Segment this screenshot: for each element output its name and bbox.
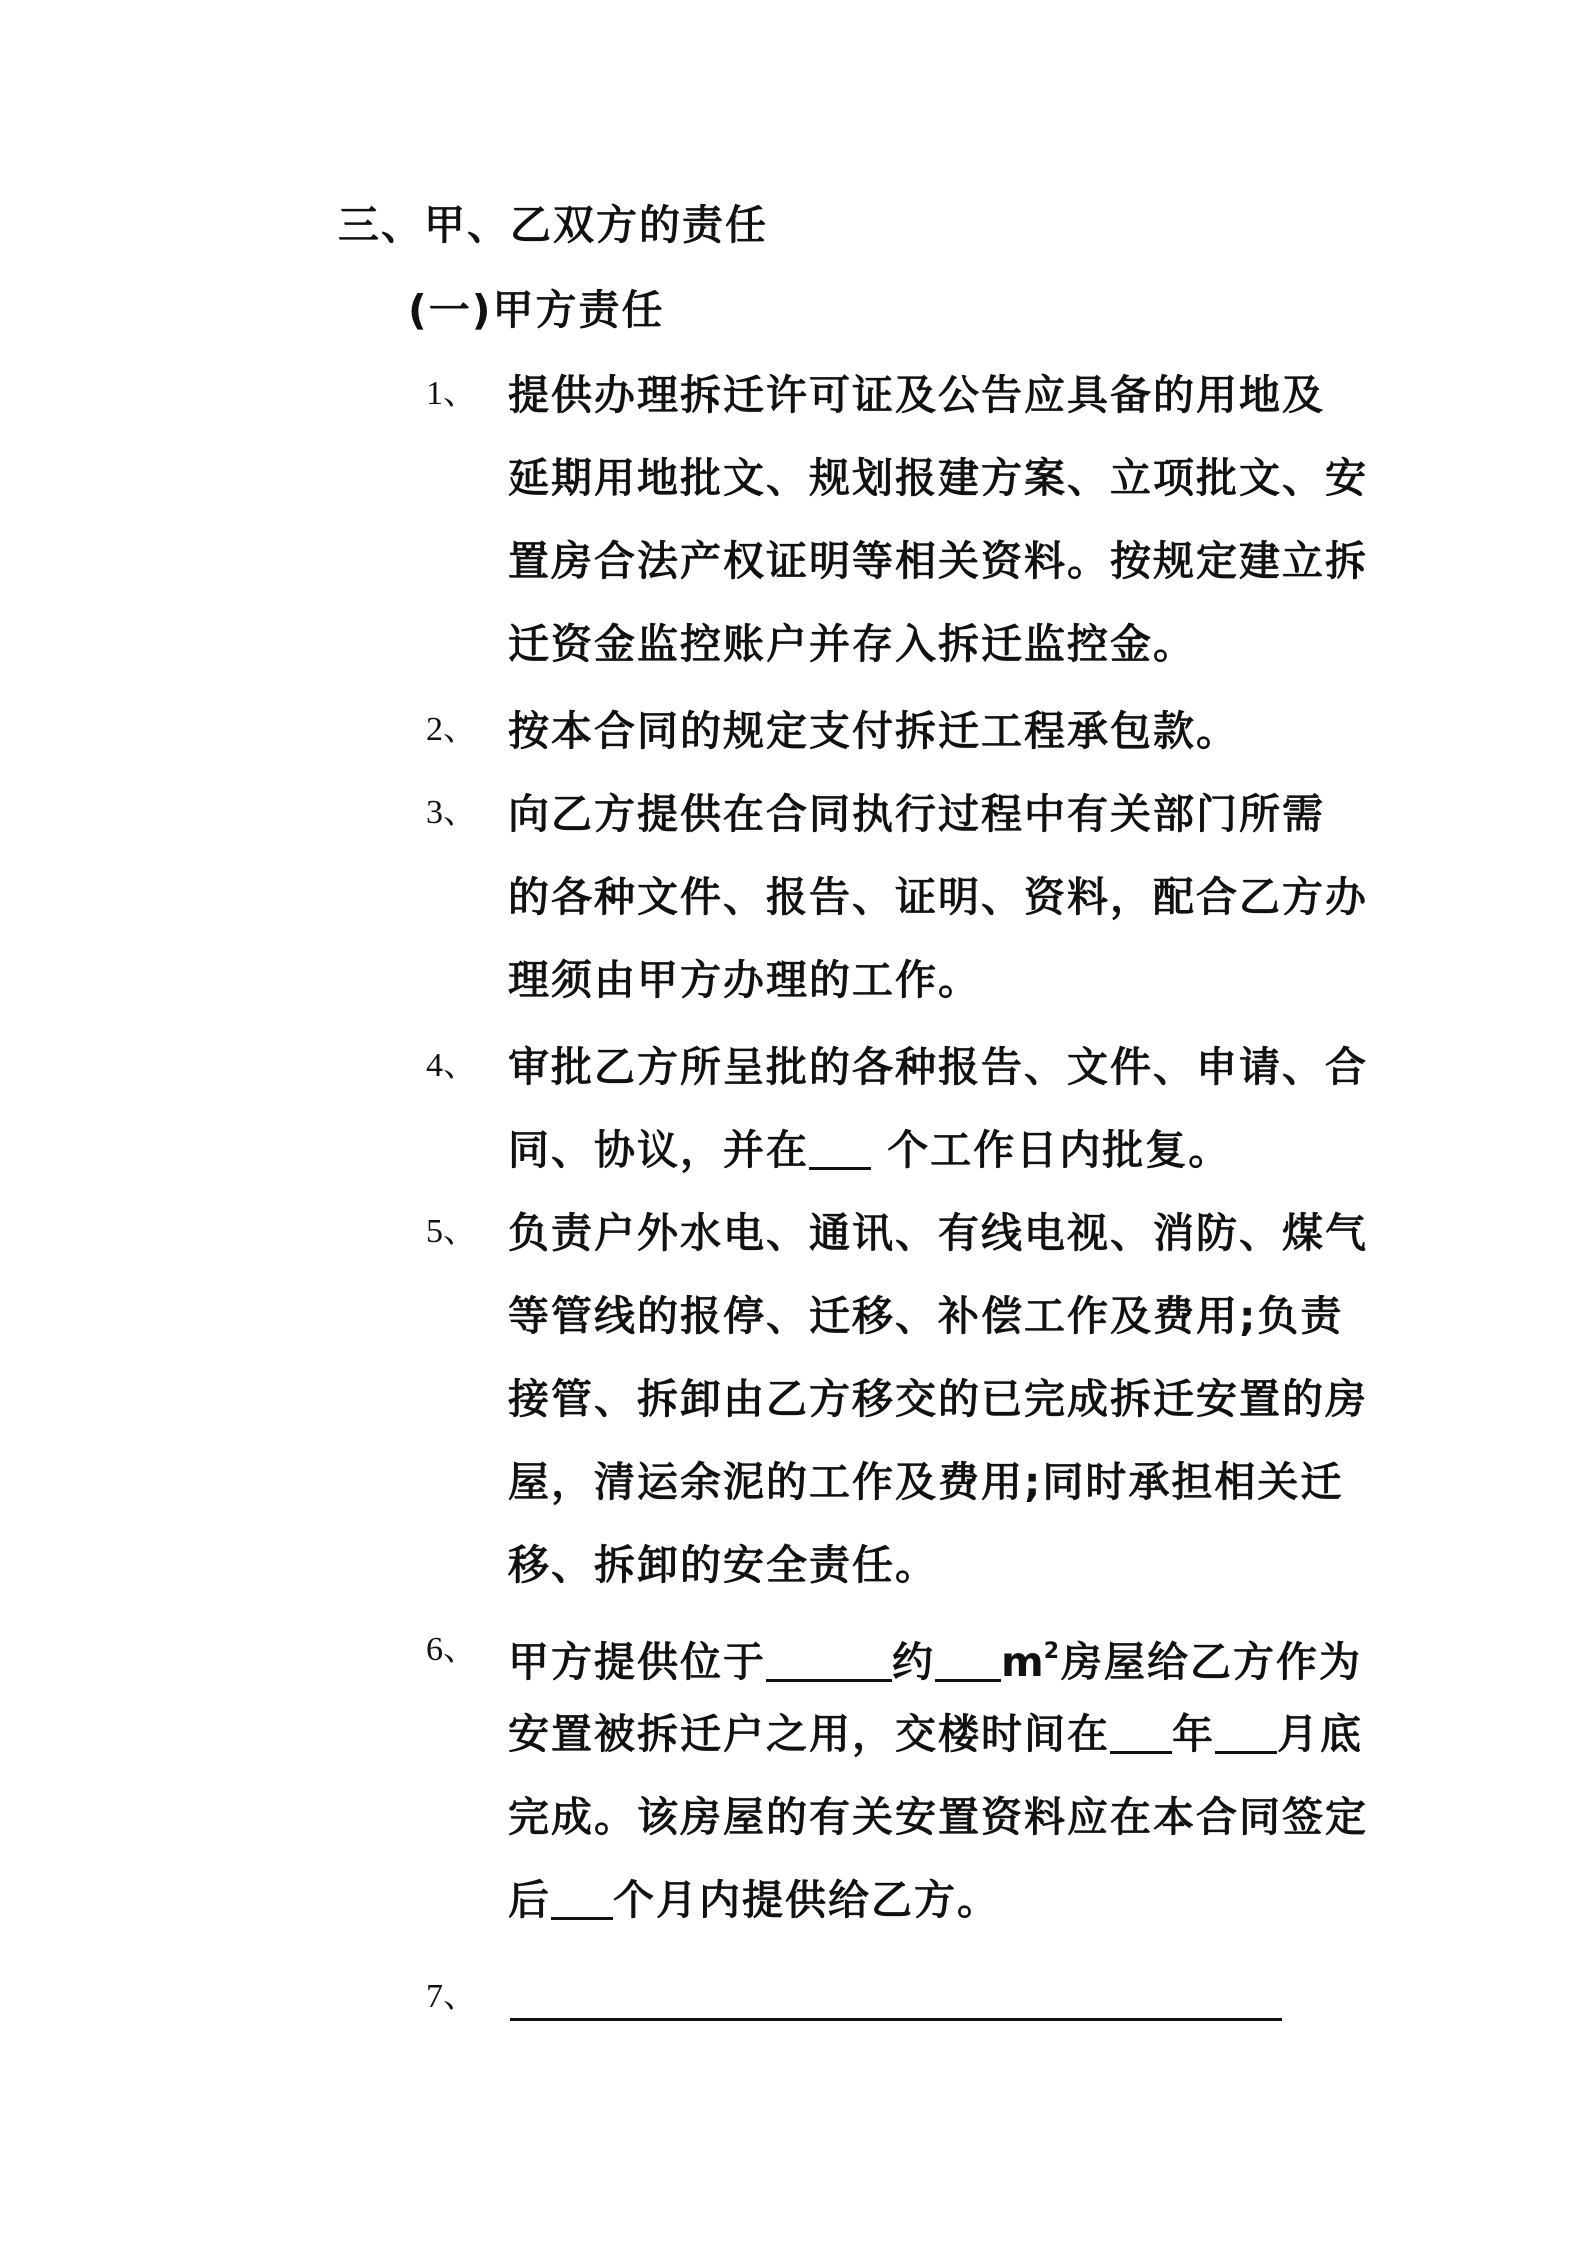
text-line	[508, 1610, 1363, 1693]
text-line: 的各种文件、报告、证明、资料，配合乙方办	[508, 873, 1368, 921]
text-fragment: 年	[1172, 1710, 1215, 1758]
item-number-6: 6、	[426, 1631, 477, 1668]
text-line: 完成。该房屋的有关安置资料应在本合同签定	[508, 1793, 1368, 1841]
text-line	[508, 1693, 1363, 1776]
section-title: 三、甲、乙双方的责任	[338, 201, 768, 249]
text-fragment: 个月内提供给乙方。	[613, 1876, 1000, 1924]
item-number-3: 3、	[426, 794, 477, 831]
item-text-6	[508, 1610, 1368, 1942]
item-number-5: 5、	[426, 1213, 477, 1250]
text-line: 负责户外水电、通讯、有线电视、消防、煤气	[508, 1209, 1368, 1257]
text-line: 移、拆卸的安全责任。	[508, 1541, 938, 1589]
item-number-1: 1、	[426, 375, 477, 412]
text-line	[508, 1109, 1353, 1192]
fill-in-blank-location[interactable]	[766, 1641, 892, 1682]
text-fragment: 个工作日内批复。	[887, 1126, 1232, 1174]
fill-in-blank-month[interactable]	[1215, 1713, 1277, 1754]
text-fragment: 房屋给乙方作为	[1061, 1638, 1363, 1686]
text-fragment: 同、协议，并在	[508, 1126, 809, 1174]
text-line: 提供办理拆迁许可证及公告应具备的用地及	[508, 371, 1325, 419]
text-line: 理须由甲方办理的工作。	[508, 956, 981, 1004]
text-fragment: 安置被拆迁户之用，交楼时间在	[508, 1710, 1110, 1758]
fill-in-blank-item-7[interactable]	[510, 2018, 1282, 2021]
fill-in-blank-area[interactable]	[935, 1641, 1001, 1682]
item-text-1	[508, 354, 1368, 686]
text-line: 屋，清运余泥的工作及费用;同时承担相关迁	[508, 1458, 1344, 1506]
text-line: 审批乙方所呈批的各种报告、文件、申请、合	[508, 1043, 1368, 1091]
text-line: 迁资金监控账户并存入拆迁监控金。	[508, 620, 1196, 668]
text-line: 等管线的报停、迁移、补偿工作及费用;负责	[508, 1292, 1344, 1340]
fill-in-blank-months[interactable]	[551, 1879, 613, 1920]
item-number-7: 7、	[426, 1978, 477, 2015]
area-unit-superscript: 2	[1043, 1639, 1062, 1664]
area-unit: m	[1001, 1638, 1046, 1686]
text-fragment: 月底	[1277, 1710, 1363, 1758]
text-line: 延期用地批文、规划报建方案、立项批文、安	[508, 454, 1368, 502]
item-text-3	[508, 773, 1368, 1022]
fill-in-blank-days[interactable]	[809, 1129, 871, 1170]
item-text-4	[508, 1026, 1368, 1192]
text-fragment: 甲方提供位于	[508, 1638, 766, 1686]
fill-in-blank-year[interactable]	[1110, 1713, 1172, 1754]
text-fragment: 约	[892, 1638, 935, 1686]
text-line: 置房合法产权证明等相关资料。按规定建立拆	[508, 537, 1368, 585]
text-fragment: 后	[508, 1876, 551, 1924]
item-text-5	[508, 1192, 1368, 1607]
text-line: 接管、拆卸由乙方移交的已完成拆迁安置的房	[508, 1375, 1368, 1423]
text-line: 按本合同的规定支付拆迁工程承包款。	[508, 707, 1239, 755]
subsection-title: (一)甲方责任	[408, 286, 665, 334]
text-line	[508, 1859, 1353, 1942]
text-line: 向乙方提供在合同执行过程中有关部门所需	[508, 790, 1325, 838]
item-text-2	[508, 690, 1353, 773]
item-number-2: 2、	[426, 711, 477, 748]
item-number-4: 4、	[426, 1047, 477, 1084]
